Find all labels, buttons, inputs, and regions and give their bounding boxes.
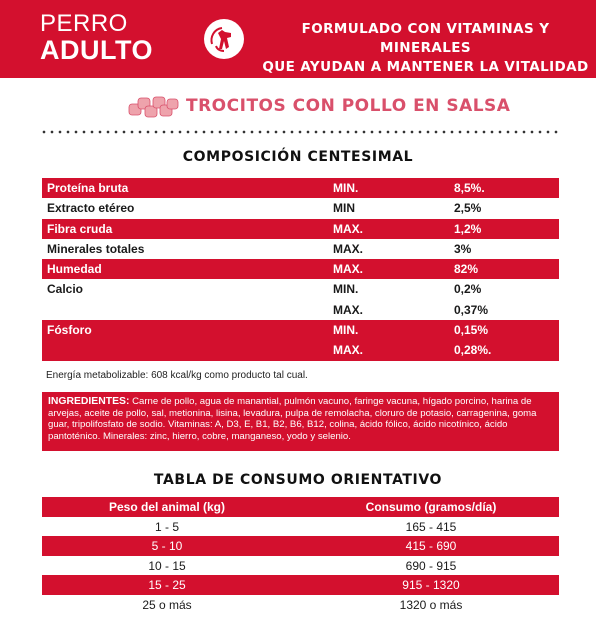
composition-row (42, 300, 559, 320)
value-label: 8,5%. (454, 181, 485, 195)
qualifier-label: MAX. (333, 262, 363, 277)
qualifier-label: MAX. (333, 241, 363, 256)
qualifier-label: MIN (333, 201, 355, 216)
dog-vitality-icon (204, 19, 244, 59)
consumption-header-row (42, 497, 559, 517)
qualifier-label: MIN. (333, 282, 359, 297)
value-label: 0,2% (454, 282, 482, 297)
value-label: 3% (454, 241, 472, 256)
nutrient-label: Minerales totales (47, 241, 145, 256)
consumption-title: TABLA DE CONSUMO ORIENTATIVO (153, 472, 443, 488)
claim-line-1: FORMULADO CON VITAMINAS Y MINERALES (301, 21, 550, 56)
amount-cell: 165 - 415 (405, 519, 457, 534)
value-label: 1,2% (454, 221, 482, 236)
value-label: 0,28%. (454, 343, 492, 358)
nutrient-label: Humedad (47, 262, 102, 277)
amount-cell: 1320 o más (399, 597, 463, 612)
composition-row (42, 320, 559, 340)
ingredients-box (42, 392, 559, 451)
consumption-row (42, 536, 559, 556)
qualifier-label: MAX. (333, 221, 363, 236)
qualifier-label: MIN. (333, 181, 359, 195)
life-stage-title (40, 12, 153, 64)
value-label: 2,5% (454, 201, 482, 216)
nutrient-label: Extracto etéreo (47, 201, 135, 216)
composition-table (42, 178, 559, 361)
consumption-row (42, 556, 559, 576)
composition-title: COMPOSICIÓN CENTESIMAL (182, 149, 414, 165)
nutrient-label: Calcio (47, 282, 84, 297)
product-name: TROCITOS CON POLLO EN SALSA (186, 96, 511, 116)
vitality-claim (255, 20, 596, 77)
qualifier-label: MIN. (333, 323, 359, 338)
composition-row (42, 239, 559, 259)
ingredients-label: INGREDIENTES: (48, 396, 130, 407)
weight-cell: 15 - 25 (148, 578, 186, 592)
value-label: 0,15% (454, 323, 489, 338)
weight-cell: 25 o más (142, 597, 192, 612)
nutrient-label: Proteína bruta (47, 181, 129, 195)
header-banner (0, 0, 596, 78)
composition-row (42, 340, 559, 360)
composition-row (42, 219, 559, 239)
nutrient-label: Fósforo (47, 323, 92, 338)
amount-cell: 690 - 915 (405, 558, 457, 573)
composition-row (42, 259, 559, 279)
composition-row (42, 279, 559, 299)
nutrient-label: Fibra cruda (47, 221, 113, 236)
qualifier-label: MAX. (333, 343, 363, 358)
amount-cell: 915 - 1320 (402, 578, 460, 592)
consumption-row (42, 517, 559, 537)
dotted-divider (40, 130, 562, 134)
energy-note: Energía metabolizable: 608 kcal/kg como producto tal cual. (46, 370, 308, 381)
weight-cell: 1 - 5 (154, 519, 179, 534)
claim-line-2: QUE AYUDAN A MANTENER LA VITALIDAD (262, 59, 589, 75)
consumption-table (42, 497, 559, 614)
value-label: 82% (454, 262, 479, 277)
weight-cell: 10 - 15 (148, 558, 186, 573)
title-line-1: PERRO (40, 10, 128, 37)
meat-chunks-icon (125, 94, 181, 120)
amount-cell: 415 - 690 (405, 539, 457, 553)
amount-header: Consumo (gramos/día) (365, 500, 497, 514)
consumption-row (42, 575, 559, 595)
value-label: 0,37% (454, 302, 489, 317)
product-name-row (125, 92, 511, 122)
qualifier-label: MAX. (333, 302, 363, 317)
composition-row (42, 178, 559, 198)
consumption-row (42, 595, 559, 615)
composition-row (42, 198, 559, 218)
title-line-2: ADULTO (40, 35, 153, 65)
weight-header: Peso del animal (kg) (108, 500, 226, 514)
ingredients-text: Carne de pollo, agua de manantial, pulmón vacuno, faringe vacuna, hígado porcino, harina de arvejas, aceite de pollo, sal, metionina, lisina, levadura, pulpa de remolacha, cloruro de potasio, carragenina, goma guar, tripolifosfato de sodio. Vitaminas: A, D3, E, B1, B2, B6, B12, colina, ácido fólico, ácido nicotínico, ácido pantoténico. Minerales: zinc, hierro, cobre, manganeso, yodo y selenio. (48, 396, 537, 442)
weight-cell: 5 - 10 (151, 539, 183, 553)
